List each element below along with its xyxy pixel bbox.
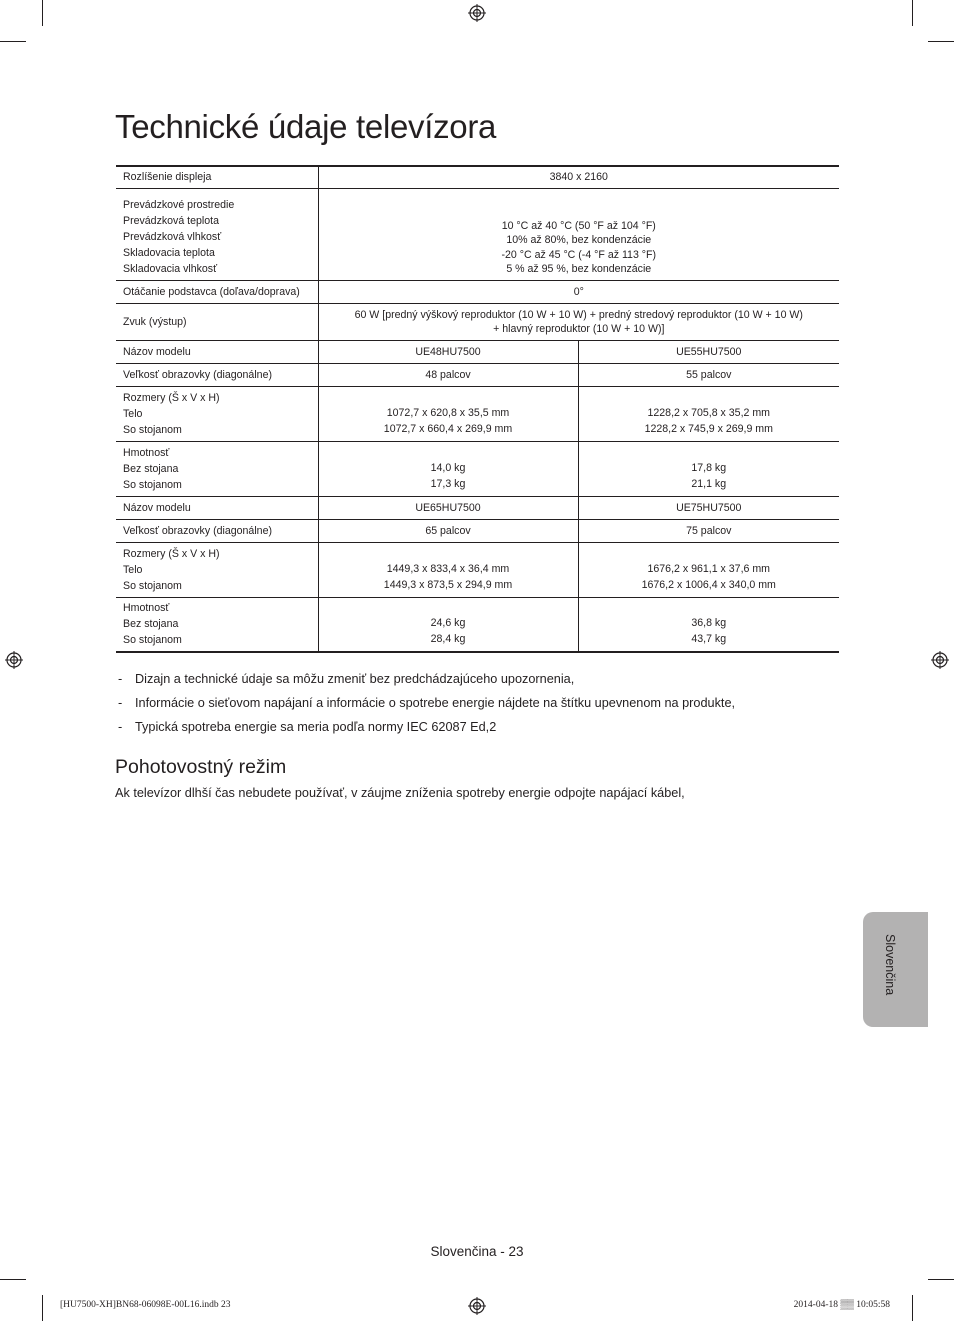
cell-value: UE48HU7500 bbox=[318, 340, 578, 363]
table-row bbox=[116, 303, 839, 340]
cell-value: UE55HU7500 bbox=[578, 340, 839, 363]
table-row bbox=[116, 496, 839, 519]
table-row bbox=[116, 386, 839, 441]
cell-value: 65 palcov bbox=[318, 519, 578, 542]
bullet: - bbox=[118, 720, 123, 734]
page-title: Technické údaje televízora bbox=[115, 108, 497, 145]
spec-table bbox=[116, 165, 839, 653]
cell-value: UE75HU7500 bbox=[578, 496, 839, 519]
footer-file: [HU7500-XH]BN68-06098E-00L16.indb 23 bbox=[60, 1300, 231, 1310]
cell-value: 1676,2 x 961,1 x 37,6 mm 1676,2 x 1006,4 x 340,0 mm bbox=[578, 542, 839, 597]
cell-value: 1449,3 x 833,4 x 36,4 mm 1449,3 x 873,5 x 294,9 mm bbox=[318, 542, 578, 597]
row-label: Rozlíšenie displeja bbox=[116, 166, 318, 188]
crop-mark bbox=[912, 1295, 913, 1321]
list-item bbox=[116, 671, 735, 687]
row-label: Prevádzkové prostredie Prevádzková teplota Prevádzková vlhkosť Skladovacia teplota Skladovacia vlhkosť bbox=[116, 188, 318, 280]
table-row bbox=[116, 280, 839, 303]
table-row bbox=[116, 441, 839, 496]
row-value: 10 °C až 40 °C (50 °F až 104 °F) 10% až 80%, bez kondenzácie -20 °C až 45 °C (-4 °F až 113 °F) 5 % až 95 %, bez kondenzácie bbox=[318, 188, 839, 280]
list-item bbox=[116, 695, 735, 711]
cell-value: UE65HU7500 bbox=[318, 496, 578, 519]
row-label: Otáčanie podstavca (doľava/doprava) bbox=[116, 280, 318, 303]
note-text: Informácie o sieťovom napájaní a informácie o spotrebe energie nájdete na štítku upevnenom na produkte, bbox=[135, 696, 736, 710]
row-label: Hmotnosť Bez stojana So stojanom bbox=[116, 597, 318, 652]
row-value: 3840 x 2160 bbox=[549, 171, 608, 184]
cell-value: 48 palcov bbox=[318, 363, 578, 386]
cell-value: 55 palcov bbox=[578, 363, 839, 386]
row-value: 60 W [predný výškový reproduktor (10 W + 10 W) + predný stredový reproduktor (10 W + 10 W) + hlavný reproduktor (10 W + 10 W)] bbox=[318, 303, 839, 340]
row-label: Názov modelu bbox=[116, 496, 318, 519]
crop-mark bbox=[912, 0, 913, 26]
table-row bbox=[116, 519, 839, 542]
table-row bbox=[116, 542, 839, 597]
cell-value: 36,8 kg 43,7 kg bbox=[578, 597, 839, 652]
bullet: - bbox=[118, 696, 123, 710]
cell-value: 1072,7 x 620,8 x 35,5 mm 1072,7 x 660,4 x 269,9 mm bbox=[318, 386, 578, 441]
language-tab bbox=[863, 912, 928, 1027]
registration-mark-icon bbox=[931, 651, 949, 669]
bullet: - bbox=[118, 672, 123, 686]
row-value: 0° bbox=[318, 280, 839, 303]
table-row bbox=[116, 166, 839, 188]
crop-mark bbox=[0, 1279, 26, 1280]
cell-value: 17,8 kg 21,1 kg bbox=[578, 441, 839, 496]
row-label: Veľkosť obrazovky (diagonálne) bbox=[116, 363, 318, 386]
crop-mark bbox=[928, 41, 954, 42]
crop-mark bbox=[928, 1279, 954, 1280]
table-row bbox=[116, 363, 839, 386]
list-item bbox=[116, 719, 735, 735]
crop-mark bbox=[42, 0, 43, 26]
footer-date: 2014-04-18 ▒▒ 10:05:58 bbox=[793, 1300, 890, 1310]
registration-mark-icon bbox=[468, 1297, 486, 1315]
row-label: Zvuk (výstup) bbox=[116, 303, 318, 340]
note-text: Typická spotreba energie sa meria podľa normy IEC 62087 Ed,2 bbox=[135, 720, 497, 734]
row-label: Hmotnosť Bez stojana So stojanom bbox=[116, 441, 318, 496]
registration-mark-icon bbox=[5, 651, 23, 669]
language-tab-label: Slovenčina bbox=[883, 934, 897, 996]
section-text: Ak televízor dlhší čas nebudete používať, v záujme zníženia spotreby energie odpojte napájací kábel, bbox=[115, 786, 685, 800]
row-label: Rozmery (Š x V x H) Telo So stojanom bbox=[116, 542, 318, 597]
notes-list bbox=[116, 671, 735, 743]
crop-mark bbox=[0, 41, 26, 42]
row-label: Názov modelu bbox=[116, 340, 318, 363]
cell-value: 1228,2 x 705,8 x 35,2 mm 1228,2 x 745,9 x 269,9 mm bbox=[578, 386, 839, 441]
cell-value: 14,0 kg 17,3 kg bbox=[318, 441, 578, 496]
row-label: Rozmery (Š x V x H) Telo So stojanom bbox=[116, 386, 318, 441]
table-row bbox=[116, 188, 839, 280]
note-text: Dizajn a technické údaje sa môžu zmeniť bez predchádzajúceho upozornenia, bbox=[135, 672, 575, 686]
cell-value: 75 palcov bbox=[578, 519, 839, 542]
row-label: Veľkosť obrazovky (diagonálne) bbox=[116, 519, 318, 542]
crop-mark bbox=[42, 1295, 43, 1321]
registration-mark-icon bbox=[468, 4, 486, 22]
table-row bbox=[116, 340, 839, 363]
table-row bbox=[116, 597, 839, 652]
page-number: Slovenčina - 23 bbox=[430, 1244, 524, 1259]
section-heading: Pohotovostný režim bbox=[115, 756, 287, 778]
cell-value: 24,6 kg 28,4 kg bbox=[318, 597, 578, 652]
